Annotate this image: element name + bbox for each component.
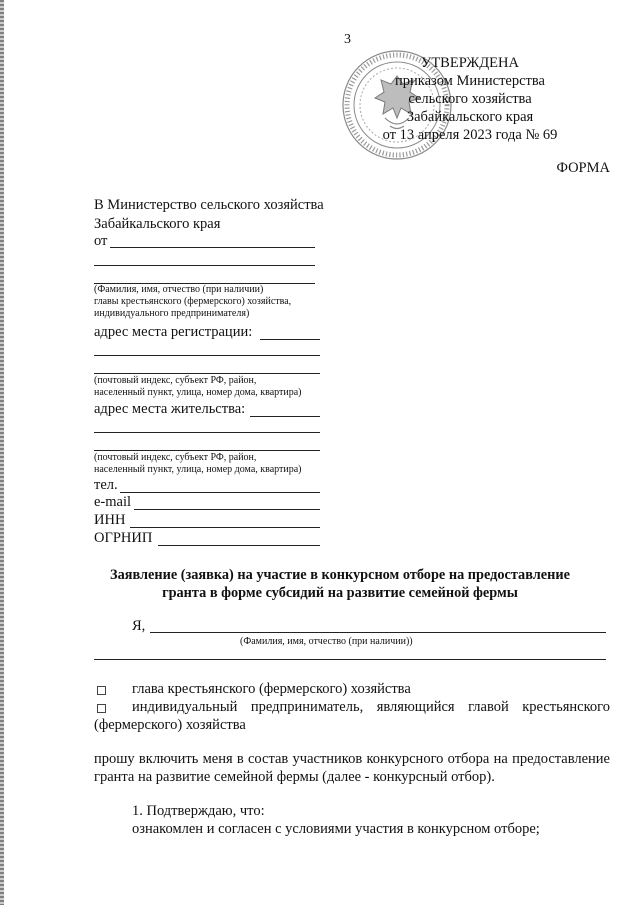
approval-line-1: приказом Министерства	[395, 73, 545, 89]
approved-title: УТВЕРЖДЕНА	[421, 55, 519, 71]
reg-caption-1: (почтовый индекс, субъект РФ, район,	[94, 375, 257, 386]
email-label: e-mail	[94, 494, 132, 510]
res-caption-1: (почтовый индекс, субъект РФ, район,	[94, 452, 257, 463]
page-number: 3	[344, 32, 351, 47]
inn-label: ИНН	[94, 512, 126, 528]
name-caption-1: (Фамилия, имя, отчество (при наличии)	[94, 284, 264, 295]
approval-line-3: Забайкальского края	[406, 109, 534, 125]
reg-address-label: адрес места регистрации:	[94, 324, 253, 340]
statement-title-line-2: гранта в форме субсидий на развитие семейной фермы	[162, 585, 518, 601]
res-address-field[interactable]	[250, 416, 320, 417]
option-ip-label: индивидуальный предприниматель, являющийся главой крестьянского (фермерского) хозяйства	[94, 699, 610, 733]
fio-field[interactable]	[150, 632, 606, 633]
res-address-line-2[interactable]	[94, 432, 320, 433]
from-field[interactable]	[110, 247, 315, 248]
fio-caption: (Фамилия, имя, отчество (при наличии))	[240, 636, 413, 647]
email-field[interactable]	[134, 509, 320, 510]
i-label: Я,	[132, 618, 146, 634]
reg-caption-2: населенный пункт, улица, номер дома, квартира)	[94, 387, 302, 398]
familiar-line: ознакомлен и согласен с условиями участия в конкурсном отборе;	[132, 821, 540, 837]
ogrnip-field[interactable]	[158, 545, 320, 546]
addressee-line-1: В Министерство сельского хозяйства	[94, 197, 324, 213]
confirm-heading: 1. Подтверждаю, что:	[132, 803, 265, 819]
option-head-kfh-checkbox[interactable]	[97, 686, 106, 695]
ogrnip-label: ОГРНИП	[94, 530, 153, 546]
phone-field[interactable]	[120, 492, 320, 493]
inn-field[interactable]	[130, 527, 320, 528]
name-caption-3: индивидуального предпринимателя)	[94, 308, 250, 319]
res-caption-2: населенный пункт, улица, номер дома, квартира)	[94, 464, 302, 475]
approval-line-4: от 13 апреля 2023 года № 69	[382, 127, 558, 143]
res-address-label: адрес места жительства:	[94, 401, 246, 417]
option-head-kfh-label: глава крестьянского (фермерского) хозяйства	[132, 681, 411, 697]
request-paragraph: прошу включить меня в состав участников конкурсного отбора на предоставление гранта на развитие семейной фермы (далее - конкурсный отбор).	[94, 751, 610, 785]
fio-field-line-2[interactable]	[94, 659, 606, 660]
reg-address-line-3[interactable]	[94, 373, 320, 374]
reg-address-line-2[interactable]	[94, 355, 320, 356]
reg-address-field[interactable]	[260, 339, 320, 340]
scan-edge	[0, 0, 4, 905]
addressee-line-2: Забайкальского края	[94, 216, 221, 232]
phone-label: тел.	[94, 477, 118, 493]
form-label: ФОРМА	[556, 160, 610, 176]
name-caption-2: главы крестьянского (фермерского) хозяйства,	[94, 296, 292, 307]
from-field-line-2[interactable]	[94, 265, 315, 266]
statement-title-line-1: Заявление (заявка) на участие в конкурсном отборе на предоставление	[110, 567, 570, 583]
statement-title	[70, 566, 610, 602]
approval-line-2: сельского хозяйства	[408, 91, 532, 107]
res-address-line-3[interactable]	[94, 450, 320, 451]
from-label: от	[94, 233, 108, 249]
